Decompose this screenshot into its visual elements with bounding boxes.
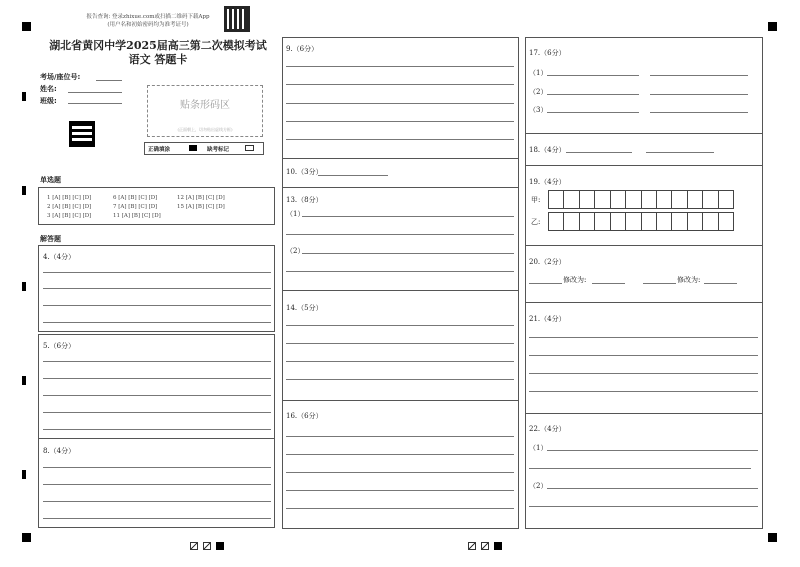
corner-mark [768,22,777,31]
timing-mark [22,470,26,479]
barcode-title: 贴条形码区 [180,100,230,111]
q20-label: 20.（2分） [529,258,566,266]
fill-correct-label: 正确填涂 [148,147,171,153]
answer-line[interactable] [286,472,514,473]
q4-label: 4.（4分） [43,253,76,261]
fill-example-box [144,142,264,155]
answer-line[interactable] [547,112,639,113]
answer-line[interactable] [286,234,514,235]
answer-line[interactable] [43,395,271,396]
answer-line[interactable] [529,391,758,392]
q20-fix1-label: 修改为: [563,276,587,284]
answer-line[interactable] [286,379,514,380]
answer-line[interactable] [529,337,758,338]
answer-line[interactable] [286,325,514,326]
answer-line[interactable] [43,322,271,323]
answer-line[interactable] [43,305,271,306]
q17-part3-label: （3） [529,106,548,114]
answer-line[interactable] [529,468,751,469]
answer-line[interactable] [286,343,514,344]
answer-line[interactable] [650,94,748,95]
q19-label: 19.（4分） [529,178,566,186]
q16-label: 16.（6分） [286,412,323,420]
divider [525,302,763,303]
answer-line[interactable] [43,378,271,379]
timing-mark [22,376,26,385]
q17-part1-label: （1） [529,69,548,77]
timing-mark [22,282,26,291]
seat-label: 考场/座位号: [40,73,81,81]
divider [282,158,519,159]
q18-label: 18.（4分） [529,146,566,154]
q8-box[interactable] [38,438,275,528]
q13-part2-label: （2） [286,247,305,255]
answer-line[interactable] [286,436,514,437]
answer-line[interactable] [286,508,514,509]
name-field[interactable] [68,92,122,93]
mc-item[interactable]: 11 [A] [B] [C] [D] [113,213,161,219]
divider [282,290,519,291]
mc-box [38,187,275,225]
mc-item[interactable]: 6 [A] [B] [C] [D] [113,195,158,201]
mc-item[interactable]: 12 [A] [B] [C] [D] [177,195,225,201]
mc-row [47,203,225,212]
answer-line[interactable] [286,490,514,491]
corner-mark [22,22,31,31]
answer-line[interactable] [43,412,271,413]
answer-line[interactable] [43,288,271,289]
student-qr-icon [69,121,95,147]
mc-title: 单选题 [40,176,61,184]
qr-code-icon [224,6,250,32]
q5-label: 5.（6分） [43,342,76,350]
answer-line[interactable] [43,361,271,362]
q20-fix2-label: 修改为: [677,276,701,284]
answer-line[interactable] [566,152,632,153]
divider [525,165,763,166]
answer-line[interactable] [286,139,514,140]
mc-row [47,212,225,221]
q10-label: 10.（3分） [286,168,323,176]
answer-line[interactable] [704,283,737,284]
answer-line[interactable] [43,429,271,430]
timing-mark [22,92,26,101]
answer-line[interactable] [286,103,514,104]
q22-label: 22.（4分） [529,425,566,433]
answer-line[interactable] [43,467,271,468]
divider [525,245,763,246]
q22-part2-label: （2） [529,482,548,490]
answer-line[interactable] [547,75,639,76]
answer-line[interactable] [286,271,514,272]
bottom-mark-group-right [468,535,502,554]
absent-mark-label: 缺考标记 [207,147,230,153]
report-notice: 报告查询: 登录zhixue.com或扫描二维码下载App (用户名和初始密码均为准考证号) [86,14,210,28]
answer-line[interactable] [592,283,625,284]
q14-label: 14.（5分） [286,304,323,312]
answer-line[interactable] [286,361,514,362]
divider [525,133,763,134]
divider [282,187,519,188]
answer-line[interactable] [529,506,758,507]
class-field[interactable] [68,103,122,104]
q19-yi-grid[interactable] [548,212,734,231]
q9-label: 9.（6分） [286,45,319,53]
mc-item[interactable]: 1 [A] [B] [C] [D] [47,195,92,201]
seat-field[interactable] [96,80,122,81]
corner-mark [22,533,31,542]
answer-line[interactable] [529,373,758,374]
answer-line[interactable] [547,450,758,451]
exam-subtitle: 语文 答题卡 [128,53,188,66]
mc-item[interactable]: 2 [A] [B] [C] [D] [47,204,92,210]
class-label: 班级: [40,97,57,105]
answer-line[interactable] [286,84,514,85]
mc-item[interactable]: 7 [A] [B] [C] [D] [113,204,158,210]
answer-line[interactable] [302,253,514,254]
barcode-hint: (正面朝上，切勿贴出虚线方框) [177,127,233,132]
answer-line[interactable] [646,152,714,153]
q21-label: 21.（4分） [529,315,566,323]
fill-example-icon [189,145,197,151]
mc-item[interactable]: 3 [A] [B] [C] [D] [47,213,92,219]
answer-line[interactable] [547,488,758,489]
q17-part2-label: （2） [529,88,548,96]
divider [525,413,763,414]
answer-line[interactable] [286,454,514,455]
name-label: 姓名: [40,85,57,93]
answer-line[interactable] [43,518,271,519]
barcode-area [147,85,263,137]
corner-mark [768,533,777,542]
mc-item[interactable]: 15 [A] [B] [C] [D] [177,204,225,210]
answer-line[interactable] [547,94,639,95]
answer-line[interactable] [43,501,271,502]
q8-label: 8.（4分） [43,447,76,455]
divider [282,400,519,401]
answer-line[interactable] [529,283,562,284]
exam-title: 湖北省黄冈中学2025届高三第二次模拟考试 [49,39,267,52]
q19-jia-label: 甲: [531,196,541,204]
answer-line[interactable] [286,121,514,122]
answer-line[interactable] [286,66,514,67]
answer-line[interactable] [43,272,271,273]
bottom-mark-group-left [190,535,224,554]
column-2 [282,37,519,529]
mc-row [47,194,225,203]
absent-checkbox[interactable] [245,145,254,151]
q13-label: 13.（8分） [286,196,323,204]
answer-line[interactable] [650,112,748,113]
timing-mark [22,186,26,195]
q19-yi-label: 乙: [531,218,541,226]
q19-jia-grid[interactable] [548,190,734,209]
q5-box[interactable] [38,334,275,439]
q13-part1-label: （1） [286,210,305,218]
q17-label: 17.（6分） [529,49,566,57]
answer-line[interactable] [643,283,676,284]
answer-line[interactable] [650,75,748,76]
answer-line[interactable] [318,175,388,176]
q4-box[interactable] [38,245,275,332]
answer-line[interactable] [302,216,514,217]
answer-line[interactable] [43,484,271,485]
q22-part1-label: （1） [529,444,548,452]
answer-section-title: 解答题 [40,235,61,243]
answer-line[interactable] [529,355,758,356]
